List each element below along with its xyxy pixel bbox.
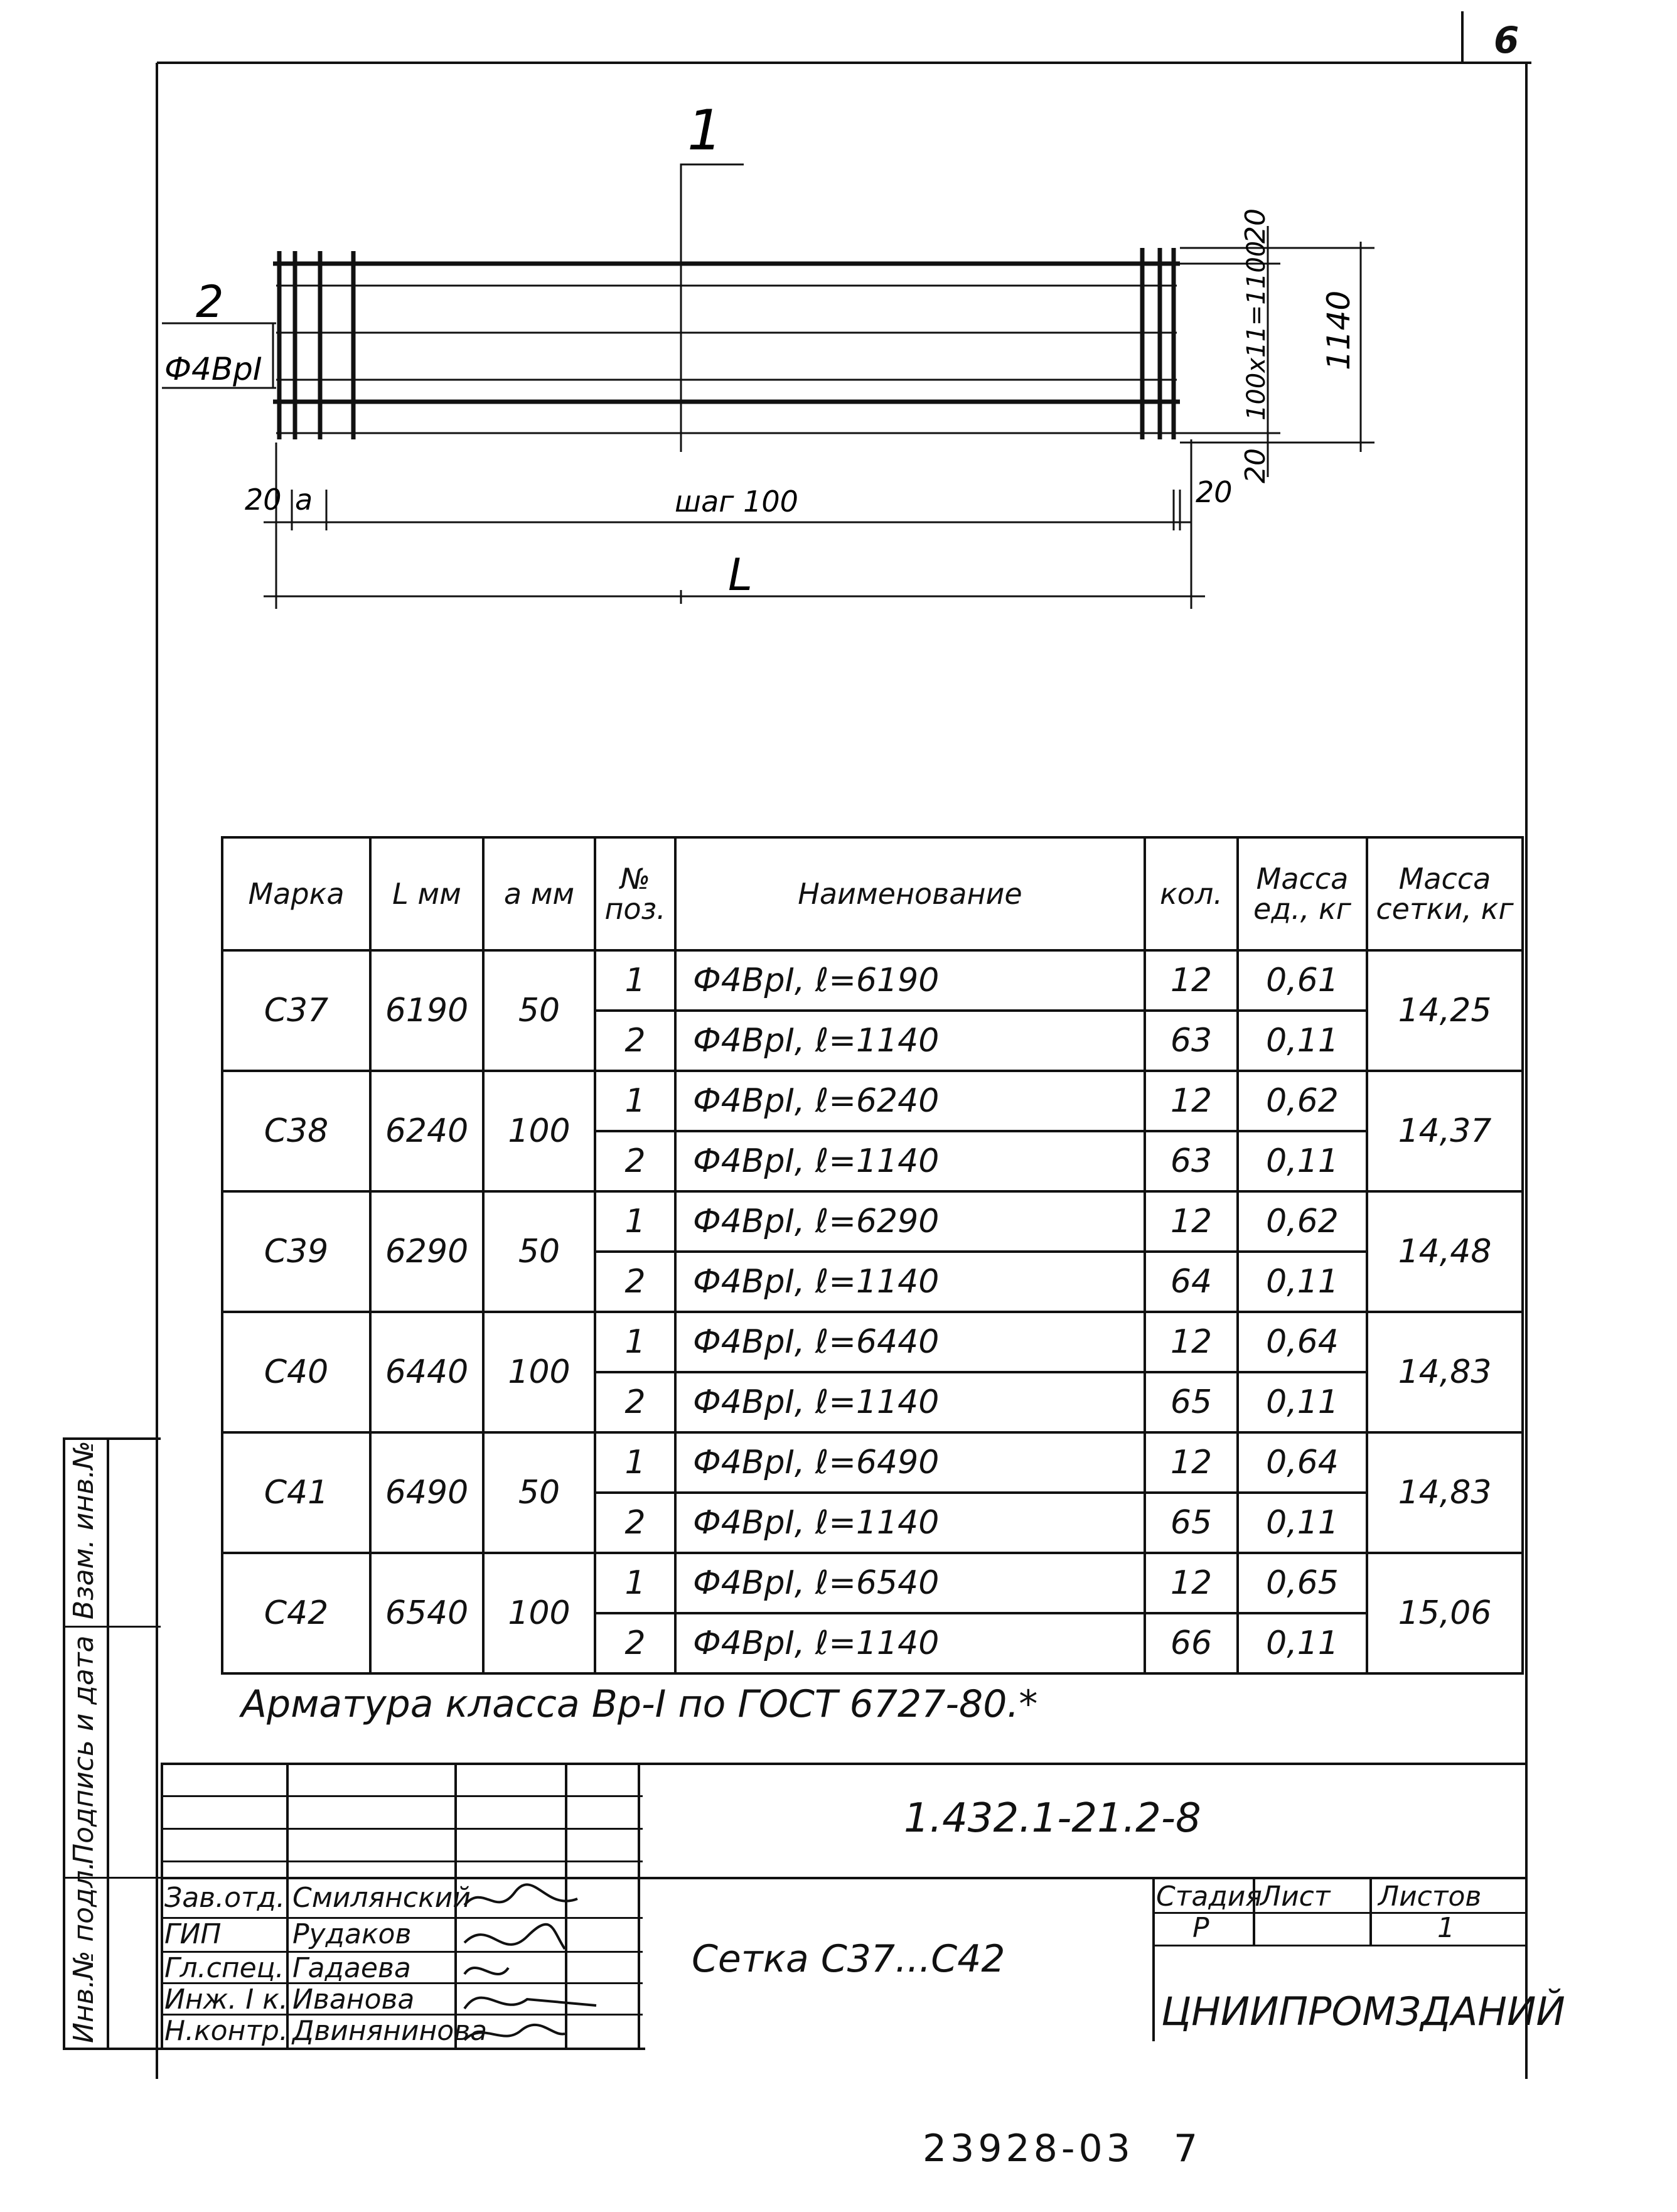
specification-table <box>221 836 1524 1675</box>
mesh-mass-cell: 14,48 <box>1367 1191 1523 1312</box>
staff-role: Зав.отд. <box>164 1882 286 1914</box>
organization: ЦНИИПРОМЗДАНИЙ <box>1161 1989 1565 2034</box>
col-qty-header: кол. <box>1145 837 1238 950</box>
stage-value: Р <box>1192 1912 1209 1944</box>
dim-edge-left: 20 <box>245 483 282 517</box>
section-line <box>681 164 744 452</box>
staff-role: Гл.спец. <box>164 1952 284 1984</box>
name-cell: Ф4ВрI, ℓ=6490 <box>675 1432 1145 1493</box>
mesh-mass-cell: 14,25 <box>1367 950 1523 1071</box>
qty-cell: 12 <box>1145 1071 1238 1131</box>
col-a-header: a мм <box>483 837 595 950</box>
mark-cell: С40 <box>222 1312 370 1432</box>
signature-1 <box>464 1884 577 1905</box>
staff-role: ГИП <box>164 1918 222 1950</box>
name-cell: Ф4ВрI, ℓ=1140 <box>675 1252 1145 1312</box>
length-cell: 6240 <box>370 1071 483 1191</box>
name-cell: Ф4ВрI, ℓ=6440 <box>675 1312 1145 1372</box>
dim-length: L <box>728 549 753 601</box>
pos-cell: 2 <box>595 1011 675 1071</box>
qty-cell: 12 <box>1145 1553 1238 1613</box>
table-row <box>222 1432 1523 1493</box>
unit-mass-cell: 0,61 <box>1238 950 1367 1011</box>
table-header-row <box>222 837 1523 950</box>
mark-cell: С41 <box>222 1432 370 1553</box>
longitudinal-bars-thin <box>276 286 1180 433</box>
col-length-header: L мм <box>370 837 483 950</box>
unit-mass-cell: 0,11 <box>1238 1613 1367 1673</box>
dim-a: a <box>295 483 313 517</box>
qty-cell: 12 <box>1145 1191 1238 1252</box>
qty-cell: 66 <box>1145 1613 1238 1673</box>
qty-cell: 12 <box>1145 950 1238 1011</box>
qty-cell: 65 <box>1145 1372 1238 1432</box>
bar-spec: Ф4ВрI <box>164 351 262 387</box>
table-row <box>222 950 1523 1011</box>
pos-cell: 1 <box>595 1071 675 1131</box>
side-label-signature-date: Подпись и дата <box>68 1635 100 1864</box>
unit-mass-cell: 0,62 <box>1238 1191 1367 1252</box>
pos-cell: 1 <box>595 1553 675 1613</box>
pos-cell: 1 <box>595 1191 675 1252</box>
table-row <box>222 1553 1523 1613</box>
name-cell: Ф4ВрI, ℓ=1140 <box>675 1372 1145 1432</box>
staff-name: Рудаков <box>292 1918 412 1950</box>
unit-mass-cell: 0,11 <box>1238 1372 1367 1432</box>
archive-number: 23928-03 <box>923 2127 1134 2171</box>
name-cell: Ф4ВрI, ℓ=1140 <box>675 1493 1145 1553</box>
unit-mass-cell: 0,11 <box>1238 1252 1367 1312</box>
staff-role: Инж. I к. <box>164 1984 288 2016</box>
signatures <box>458 1880 646 2049</box>
qty-cell: 12 <box>1145 1312 1238 1372</box>
mesh-mass-cell: 14,83 <box>1367 1432 1523 1553</box>
signature-5 <box>464 2025 565 2040</box>
a-cell: 50 <box>483 950 595 1071</box>
side-label-original-inv: Инв.№ подл. <box>68 1861 100 2043</box>
dim-spacing: 100х11=1100 <box>1242 240 1271 421</box>
sheets-label: Листов <box>1378 1881 1482 1913</box>
dim-width: 1140 <box>1321 290 1357 370</box>
stage-label: Стадия <box>1156 1881 1262 1913</box>
sheet-number: 6 <box>1494 19 1519 62</box>
pos-cell: 2 <box>595 1252 675 1312</box>
table-row <box>222 1191 1523 1252</box>
bar-mark: 2 <box>196 276 224 328</box>
pos-cell: 1 <box>595 1312 675 1372</box>
mark-cell: С37 <box>222 950 370 1071</box>
mark-cell: С38 <box>222 1071 370 1191</box>
length-cell: 6540 <box>370 1553 483 1673</box>
unit-mass-cell: 0,65 <box>1238 1553 1367 1613</box>
qty-cell: 63 <box>1145 1131 1238 1191</box>
unit-mass-cell: 0,11 <box>1238 1131 1367 1191</box>
staff-name: Двинянинова <box>292 2015 488 2047</box>
a-cell: 50 <box>483 1191 595 1312</box>
qty-cell: 65 <box>1145 1493 1238 1553</box>
staff-role: Н.контр. <box>164 2015 288 2047</box>
a-cell: 50 <box>483 1432 595 1553</box>
transverse-bars <box>279 248 1174 439</box>
signature-4 <box>464 1998 596 2009</box>
mesh-mass-cell: 15,06 <box>1367 1553 1523 1673</box>
mesh-mass-cell: 14,37 <box>1367 1071 1523 1191</box>
sheet-label: Лист <box>1260 1881 1331 1913</box>
dim-edge-right: 20 <box>1196 475 1233 509</box>
pos-cell: 2 <box>595 1613 675 1673</box>
length-cell: 6440 <box>370 1312 483 1432</box>
staff-name: Гадаева <box>292 1952 411 1984</box>
col-mesh-mass-header: Масса сетки, кг <box>1367 837 1523 950</box>
name-cell: Ф4ВрI, ℓ=6240 <box>675 1071 1145 1131</box>
sheets-value: 1 <box>1437 1912 1455 1944</box>
signature-2 <box>464 1925 565 1949</box>
pos-cell: 2 <box>595 1493 675 1553</box>
unit-mass-cell: 0,62 <box>1238 1071 1367 1131</box>
a-cell: 100 <box>483 1553 595 1673</box>
name-cell: Ф4ВрI, ℓ=6540 <box>675 1553 1145 1613</box>
col-name-header: Наименование <box>675 837 1145 950</box>
pos-cell: 2 <box>595 1372 675 1432</box>
dim-top: 20 <box>1240 208 1272 244</box>
table-row <box>222 1071 1523 1131</box>
archive-page: 7 <box>1174 2127 1198 2171</box>
mesh-mass-cell: 14,83 <box>1367 1312 1523 1432</box>
a-cell: 100 <box>483 1312 595 1432</box>
length-cell: 6490 <box>370 1432 483 1553</box>
signature-3 <box>464 1968 508 1974</box>
dim-bottom: 20 <box>1240 448 1272 483</box>
qty-cell: 12 <box>1145 1432 1238 1493</box>
name-cell: Ф4ВрI, ℓ=1140 <box>675 1131 1145 1191</box>
name-cell: Ф4ВрI, ℓ=1140 <box>675 1613 1145 1673</box>
name-cell: Ф4ВрI, ℓ=6190 <box>675 950 1145 1011</box>
mark-cell: С42 <box>222 1553 370 1673</box>
name-cell: Ф4ВрI, ℓ=1140 <box>675 1011 1145 1071</box>
col-pos-header: № поз. <box>595 837 675 950</box>
pos-cell: 1 <box>595 1432 675 1493</box>
unit-mass-cell: 0,11 <box>1238 1011 1367 1071</box>
length-cell: 6290 <box>370 1191 483 1312</box>
reinforcement-note: Арматура класса Вр-I по ГОСТ 6727-80.* <box>241 1682 1038 1726</box>
pos-cell: 1 <box>595 950 675 1011</box>
a-cell: 100 <box>483 1071 595 1191</box>
staff-name: Смилянский <box>292 1882 471 1914</box>
mark-cell: С39 <box>222 1191 370 1312</box>
table-row <box>222 1312 1523 1372</box>
qty-cell: 64 <box>1145 1252 1238 1312</box>
unit-mass-cell: 0,64 <box>1238 1312 1367 1372</box>
unit-mass-cell: 0,64 <box>1238 1432 1367 1493</box>
document-title: Сетка С37...С42 <box>692 1937 1005 1981</box>
col-unit-mass-header: Масса ед., кг <box>1238 837 1367 950</box>
qty-cell: 63 <box>1145 1011 1238 1071</box>
section-mark: 1 <box>687 98 722 163</box>
pos-cell: 2 <box>595 1131 675 1191</box>
dim-step: шаг 100 <box>675 485 798 518</box>
side-label-replaced-inv: Взам. инв.№ <box>68 1441 100 1619</box>
staff-name: Иванова <box>292 1984 415 2016</box>
length-cell: 6190 <box>370 950 483 1071</box>
unit-mass-cell: 0,11 <box>1238 1493 1367 1553</box>
col-mark-header: Марка <box>222 837 370 950</box>
name-cell: Ф4ВрI, ℓ=6290 <box>675 1191 1145 1252</box>
document-code: 1.432.1-21.2-8 <box>904 1795 1201 1842</box>
